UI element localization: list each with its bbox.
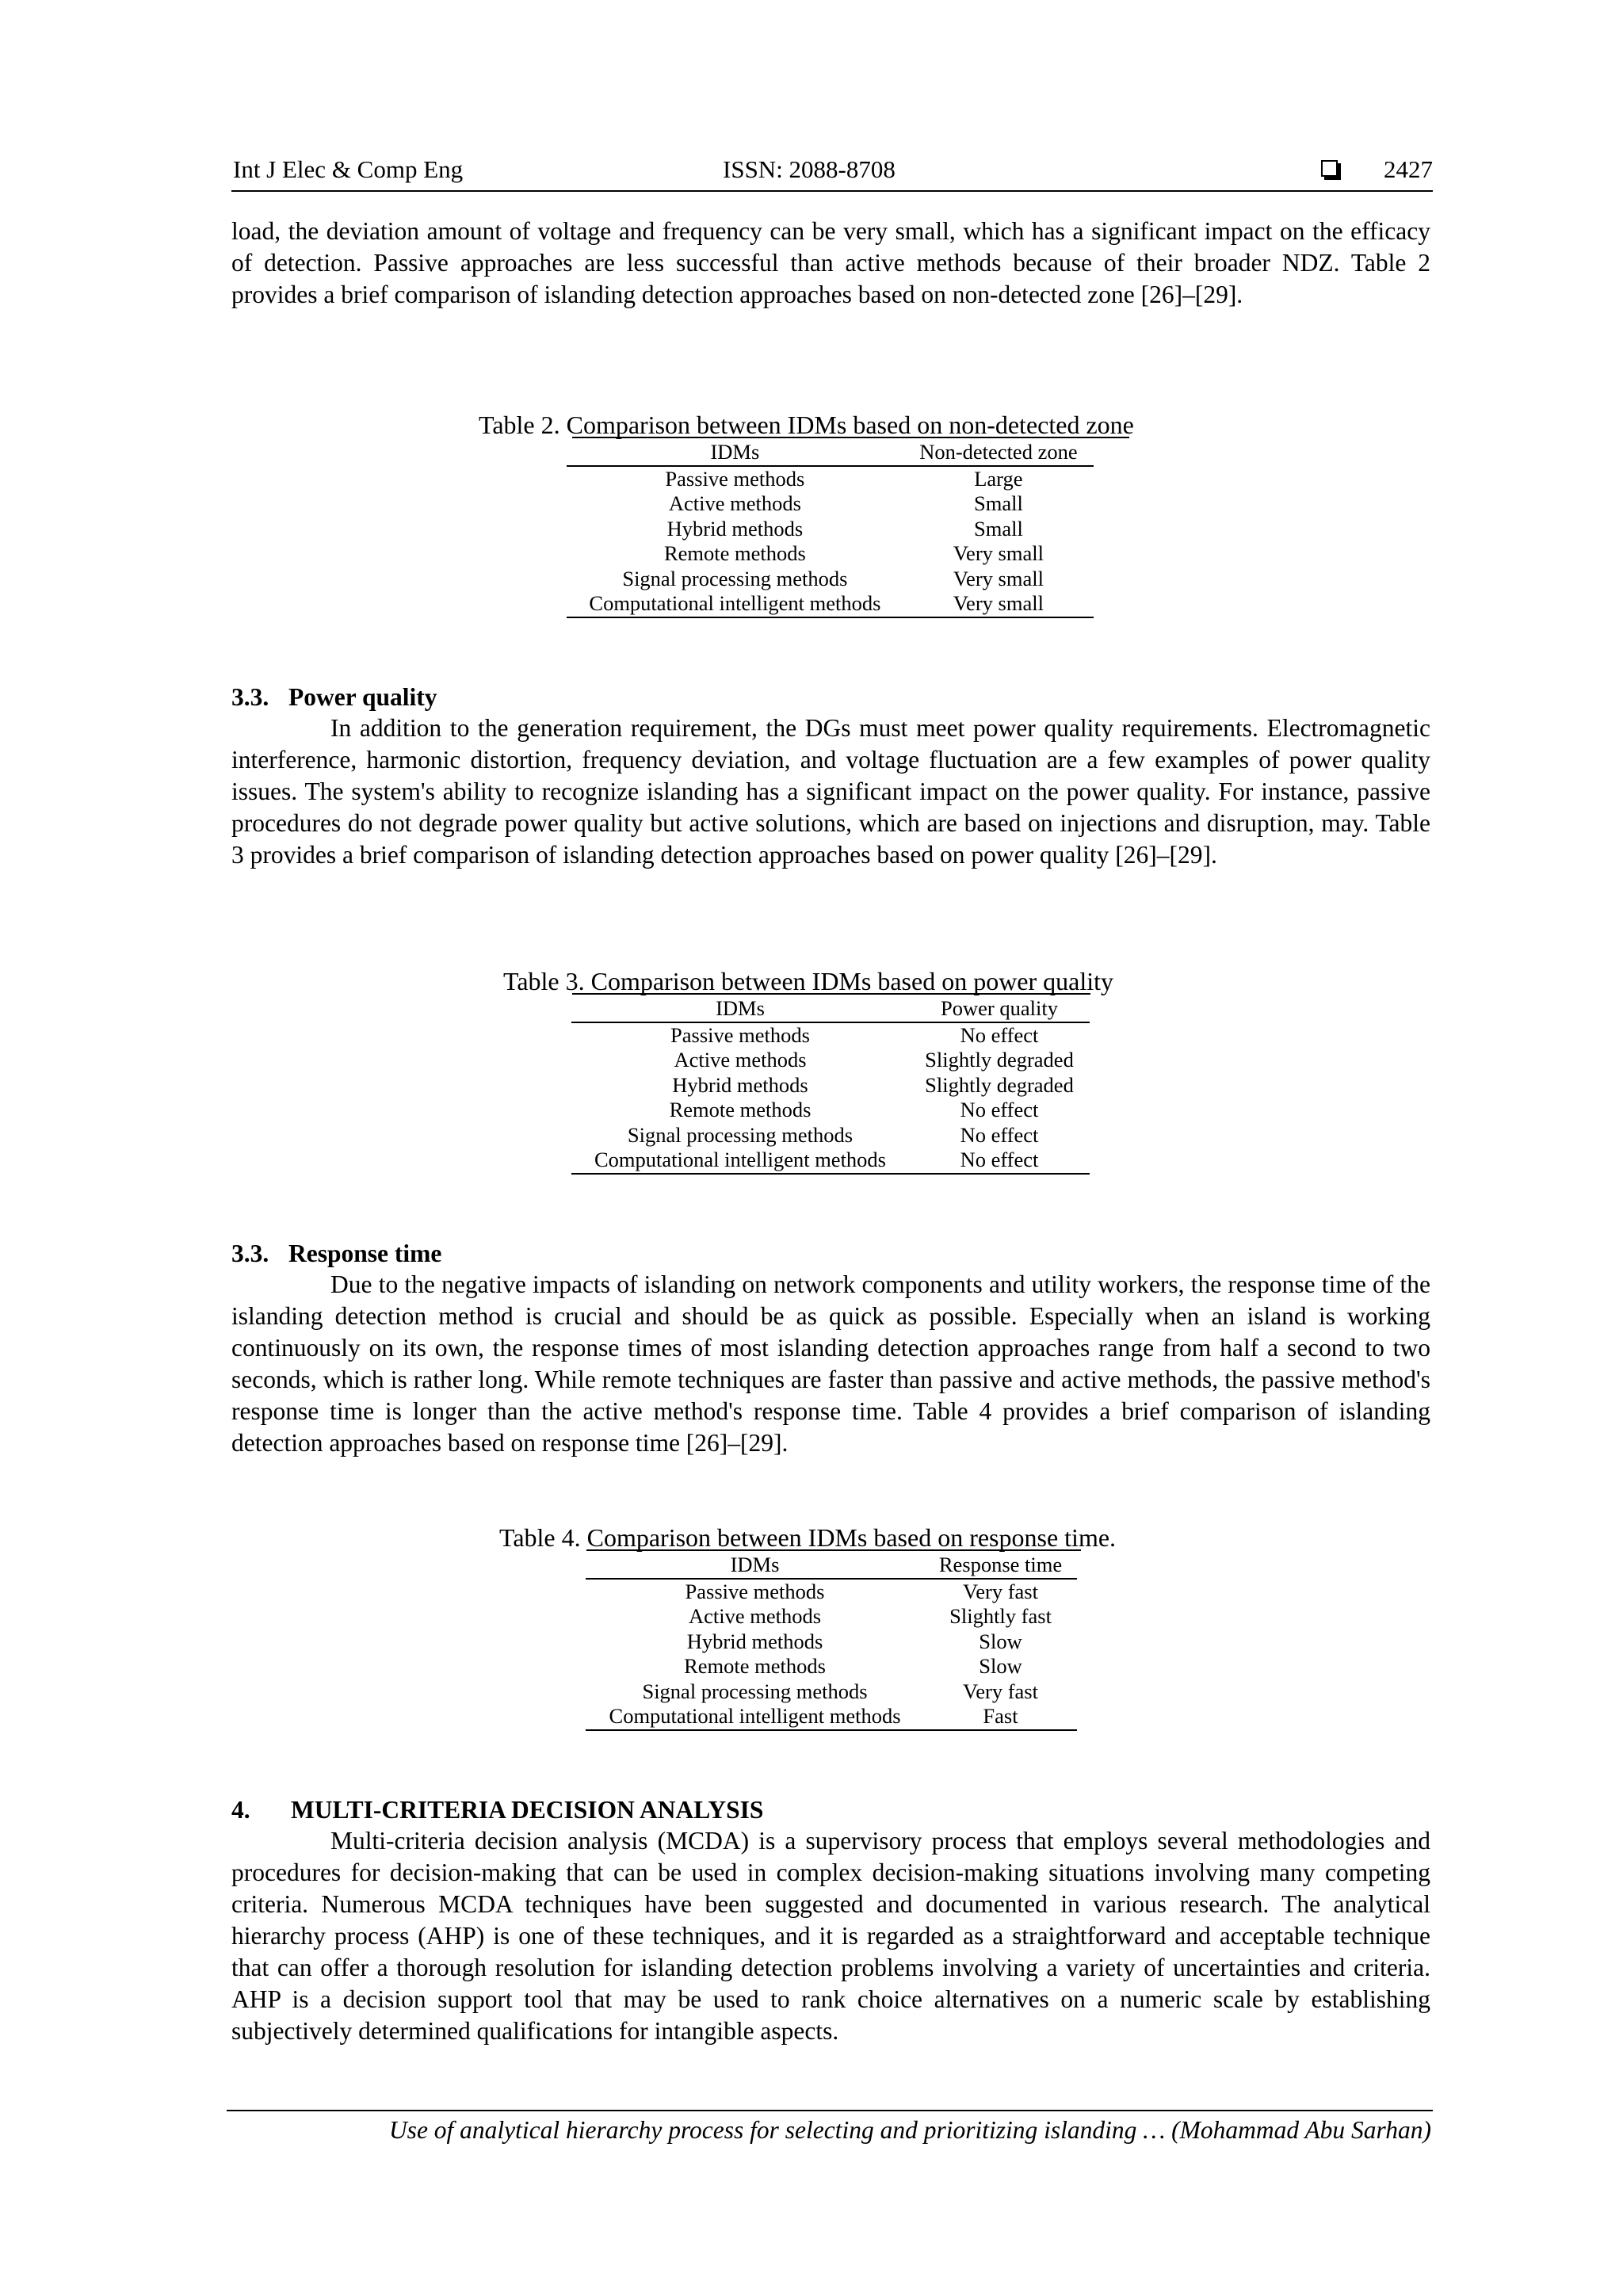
table-row <box>571 1022 1090 1049</box>
caption-underline <box>572 437 1129 438</box>
table-4-caption <box>499 1522 1116 1553</box>
section-title: MULTI-CRITERIA DECISION ANALYSIS <box>291 1796 764 1824</box>
table-cell: No effect <box>909 1148 1090 1174</box>
table-cell: Slightly fast <box>949 1604 1052 1628</box>
column-header: Power quality <box>909 996 1090 1022</box>
table-cell: Slightly degraded <box>925 1072 1074 1097</box>
square-bullet-icon <box>1321 160 1338 177</box>
table-row <box>567 591 1094 617</box>
table-cell: Remote methods <box>663 541 806 565</box>
table-cell: Fast <box>924 1704 1077 1730</box>
caption-underline <box>586 1549 1081 1551</box>
page-number: 2427 <box>1384 155 1433 183</box>
table-cell: Very fast <box>963 1679 1038 1703</box>
paragraph-intro: load, the deviation amount of voltage and frequency can be very small, which has a significant impact on the efficacy of detection. Passive approaches are less successful than active methods because of their broader NDZ. Table 2 provides a brief comparison of islanding detection approaches based on non-detected zone [26]–[29]. <box>231 217 1430 308</box>
section-title: Response time <box>288 1240 442 1267</box>
table-row <box>586 1704 1077 1730</box>
table-header-row <box>571 996 1090 1022</box>
journal-name: Int J Elec & Comp Eng <box>233 155 464 183</box>
table-cell: Active methods <box>688 1604 822 1628</box>
table-cell: Signal processing methods <box>627 1122 854 1147</box>
table-cell: Computational intelligent methods <box>567 591 903 617</box>
section-number: 3.3. <box>231 683 269 711</box>
table-row <box>571 1098 1090 1123</box>
table-row <box>586 1579 1077 1605</box>
table-cell: Slow <box>979 1654 1022 1678</box>
column-header: IDMs <box>586 1553 924 1579</box>
table-cell: Remote methods <box>684 1654 826 1678</box>
paragraph-power-quality: In addition to the generation requirement, the DGs must meet power quality requirements. Electromagnetic interference, harmonic distortion, frequency deviation, and voltage fluctuation are a few examples of power quality issues. The system's ability to recognize islanding has a significant impact on the power quality. For instance, passive procedures do not degrade power quality but active solutions, which are based on injections and disruption, may. Table 3 provides a brief comparison of islanding detection approaches based on power quality [26]–[29]. <box>231 714 1430 869</box>
table-row <box>571 1148 1090 1174</box>
table-cell: Signal processing methods <box>622 566 848 590</box>
section-title: Power quality <box>288 683 437 711</box>
caption-underline <box>572 993 1090 995</box>
table-header-row <box>586 1553 1077 1579</box>
table-cell: Passive methods <box>685 1579 825 1603</box>
table-row <box>586 1629 1077 1655</box>
table-3-caption-text: Table 3. Comparison between IDMs based on power quality <box>503 967 1114 995</box>
table-cell: Hybrid methods <box>666 516 804 541</box>
table-cell: Active methods <box>668 491 801 515</box>
table-row <box>567 541 1094 567</box>
table-row <box>567 517 1094 542</box>
table-cell: Signal processing methods <box>642 1679 868 1703</box>
section-heading-mcda <box>231 1794 763 1826</box>
table-cell: Small <box>973 491 1023 515</box>
table-cell: Slow <box>979 1629 1022 1653</box>
table-cell: Large <box>974 466 1023 491</box>
table-cell: No effect <box>960 1098 1039 1121</box>
table-cell: No effect <box>960 1122 1039 1147</box>
column-header: Non-detected zone <box>903 440 1094 466</box>
table-cell: Slightly degraded <box>925 1048 1074 1072</box>
section-heading-power-quality <box>231 682 437 713</box>
table-row <box>567 491 1094 517</box>
paragraph-mcda: Multi-criteria decision analysis (MCDA) is a supervisory process that employs several methodologies and procedures for decision-making that can be used in complex decision-making situations involving many competing criteria. Numerous MCDA techniques have been suggested and documented in various research. The analytical hierarchy process (AHP) is one of these techniques, and it is regarded as a straightforward and acceptable technique that can offer a thorough resolution for islanding detection problems involving a variety of uncertainties and criteria. AHP is a decision support tool that may be used to rank choice alternatives on a numeric scale by establishing subjectively determined qualifications for intangible aspects. <box>231 1827 1430 2045</box>
column-header: IDMs <box>571 996 909 1022</box>
table-2-caption-text: Table 2. Comparison between IDMs based on non-detected zone <box>479 411 1134 439</box>
paragraph-response-time: Due to the negative impacts of islanding on network components and utility workers, the response time of the islanding detection method is crucial and should be as quick as possible. Especially when an island is working continuously on its own, the response times of most islanding detection approaches range from half a second to two seconds, which is rather long. While remote techniques are faster than passive and active methods, the passive method's response time is longer than the active method's response time. Table 4 provides a brief comparison of islanding detection approaches based on response time [26]–[29]. <box>231 1270 1430 1457</box>
section-number: 3.3. <box>231 1240 269 1267</box>
table-cell: Very small <box>953 566 1044 590</box>
issn: ISSN: 2088-8708 <box>723 155 896 183</box>
table-row <box>567 567 1094 592</box>
footer-rule <box>227 2110 1433 2111</box>
table-cell: Active methods <box>674 1048 807 1072</box>
table-3 <box>571 996 1090 1175</box>
table-cell: Passive methods <box>665 466 805 491</box>
running-footer: Use of analytical hierarchy process for selecting and prioritizing islanding … (Mohammad Abu Sarhan) <box>388 2116 1431 2144</box>
table-header-row <box>567 440 1094 466</box>
table-cell: Hybrid methods <box>686 1629 823 1653</box>
table-row <box>586 1654 1077 1679</box>
table-4-caption-text: Table 4. Comparison between IDMs based on response time. <box>499 1523 1117 1552</box>
table-row <box>586 1679 1077 1705</box>
section-heading-response-time <box>231 1238 441 1270</box>
table-cell: Small <box>973 516 1023 541</box>
table-2 <box>567 440 1094 618</box>
table-row <box>571 1123 1090 1148</box>
section-number: 4. <box>231 1796 250 1824</box>
table-cell: Very small <box>903 591 1094 617</box>
table-row <box>571 1073 1090 1098</box>
column-header: Response time <box>924 1553 1077 1579</box>
table-row <box>586 1604 1077 1629</box>
table-4 <box>586 1553 1077 1731</box>
table-cell: Computational intelligent methods <box>586 1704 924 1730</box>
table-cell: Very small <box>953 541 1044 565</box>
table-cell: Hybrid methods <box>672 1072 808 1097</box>
table-row <box>571 1048 1090 1073</box>
table-cell: Computational intelligent methods <box>571 1148 909 1174</box>
table-3-caption <box>503 965 1113 997</box>
table-cell: No effect <box>960 1022 1039 1047</box>
table-2-caption <box>479 409 1134 441</box>
table-row <box>567 466 1094 492</box>
running-header <box>231 155 1433 192</box>
column-header: IDMs <box>567 440 903 466</box>
table-cell: Remote methods <box>669 1098 812 1121</box>
table-cell: Very fast <box>963 1579 1038 1603</box>
table-cell: Passive methods <box>670 1022 810 1047</box>
